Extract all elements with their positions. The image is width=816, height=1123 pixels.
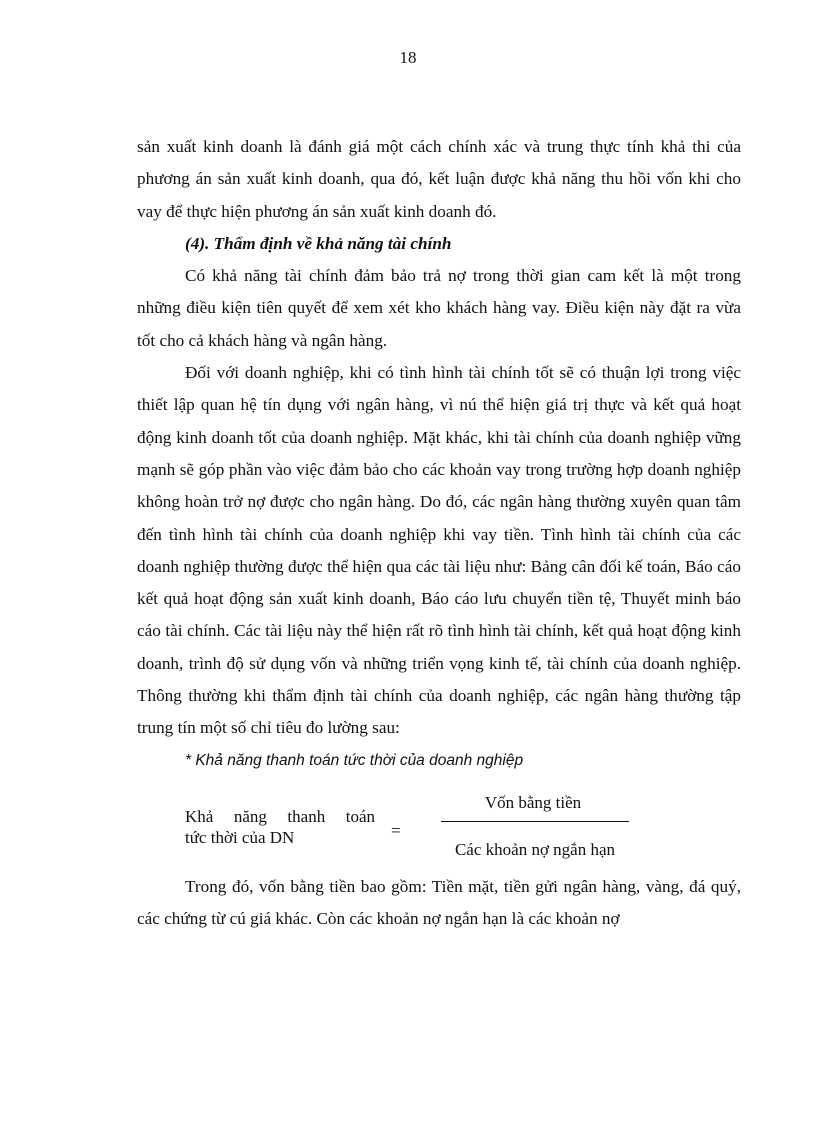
paragraph-definitions: Trong đó, vốn bằng tiền bao gồm: Tiền mặt, tiền gửi ngân hàng, vàng, đá quý, các chứng từ cú giá khác. Còn các khoản nợ ngắn hạn là các khoản nợ — [137, 876, 741, 929]
page-number: 18 — [399, 48, 417, 67]
sub-heading: * Khả năng thanh toán tức thời của doanh nghiệp — [185, 751, 524, 769]
paragraph-financial-capacity: Có khả năng tài chính đảm bảo trả nợ trong thời gian cam kết là một trong những điều kiện tiên quyết để xem xét kho khách hàng vay. Điều kiện này đặt ra vừa tốt cho cả khách hàng và ngân hàng. — [137, 266, 741, 350]
formula-numerator: Vốn bằng tiền — [484, 792, 582, 812]
formula-equals-sign: = — [391, 820, 401, 840]
section-heading: (4). Thẩm định về khả năng tài chính — [185, 233, 452, 253]
formula-label-line-2: tức thời của DN — [185, 827, 295, 847]
liquidity-formula — [137, 785, 741, 865]
paragraph-enterprise-finance: Đối với doanh nghiệp, khi có tình hình tài chính tốt sẽ có thuận lợi trong việc thiết lập quan hệ tín dụng với ngân hàng, vì nú thể hiện giá trị thực và kết quả hoạt động kinh doanh tốt của doanh nghiệp. Mặt khác, khi tài chính của doanh nghiệp vững mạnh sẽ góp phần vào việc đảm bảo cho các khoản vay trong trường hợp doanh nghiệp không hoàn trở nợ được cho ngân hàng. Do đó, các ngân hàng thường xuyên quan tâm đến tình hình tài chính của doanh nghiệp khi vay tiền. Tình hình tài chính của các doanh nghiệp thường được thể hiện qua các tài liệu như: Bảng cân đối kế toán, Báo cáo kết quả hoạt động sản xuất kinh doanh, Báo cáo lưu chuyển tiền tệ, Thuyết minh báo cáo tài chính. Các tài liệu này thể hiện rất rõ tình hình tài chính, kết quả hoạt động kinh doanh, trình độ sử dụng vốn và những triển vọng kinh tế, tài chính của doanh nghiệp. Thông thường khi thẩm định tài chính của doanh nghiệp, các ngân hàng thường tập trung tín một số chỉ tiêu đo lường sau: — [137, 363, 741, 738]
formula-label-line-1: Khả năng thanh toán — [185, 806, 375, 826]
formula-denominator: Các khoản nợ ngắn hạn — [454, 839, 616, 859]
document-body — [137, 131, 741, 936]
paragraph-continuation: sản xuất kinh doanh là đánh giá một cách chính xác và trung thực tính khả thi của phương án sản xuất kinh doanh, qua đó, kết luận được khả năng thu hồi vốn khi cho vay để thực hiện phương án sản xuất kinh doanh đó. — [137, 137, 741, 221]
fraction-bar — [441, 821, 629, 822]
formula-label — [185, 806, 375, 848]
